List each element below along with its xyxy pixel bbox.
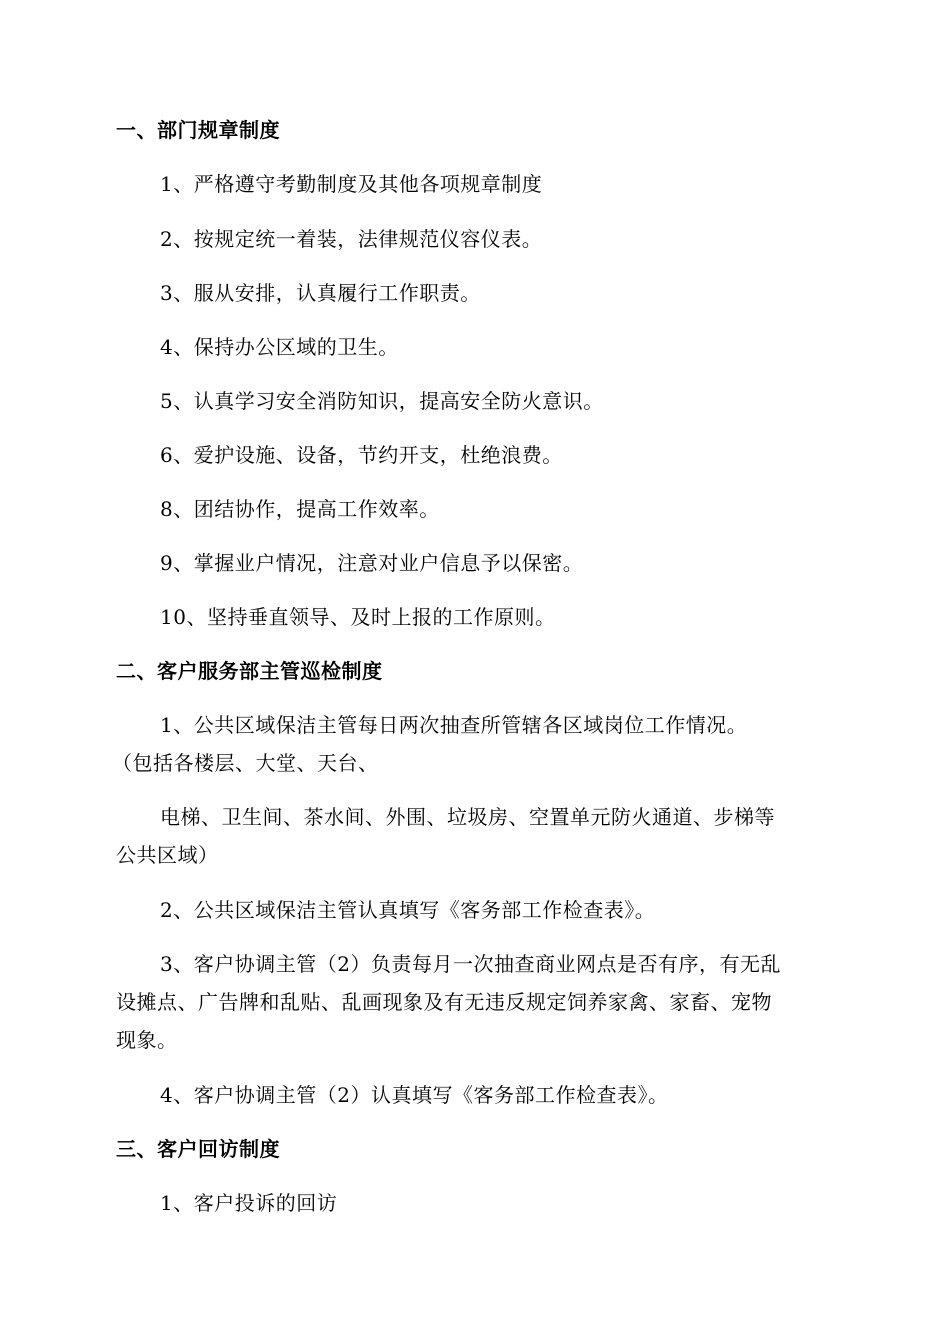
- list-item: 4、客户协调主管（2）认真填写《客务部工作检查表》。: [160, 1083, 669, 1107]
- list-item: 3、服从安排，认真履行工作职责。: [160, 281, 481, 305]
- list-item: 9、掌握业户情况，注意对业户信息予以保密。: [160, 551, 584, 575]
- list-item: 6、爱护设施、设备，节约开支，杜绝浪费。: [160, 443, 563, 467]
- list-item-continuation: 现象。: [116, 1028, 178, 1052]
- section-title: 三、客户回访制度: [116, 1137, 280, 1161]
- list-item: 4、保持办公区域的卫生。: [160, 335, 399, 359]
- list-item: 1、严格遵守考勤制度及其他各项规章制度: [160, 172, 543, 196]
- list-item: 1、客户投诉的回访: [160, 1191, 338, 1215]
- list-item: 2、公共区域保洁主管认真填写《客务部工作检查表》。: [160, 898, 656, 922]
- list-item: 8、团结协作，提高工作效率。: [160, 497, 440, 521]
- list-item: 1、公共区域保洁主管每日两次抽查所管辖各区域岗位工作情况。: [160, 713, 748, 737]
- section-title: 二、客户服务部主管巡检制度: [116, 659, 383, 683]
- list-item: 10、坚持垂直领导、及时上报的工作原则。: [160, 605, 556, 629]
- list-item: 5、认真学习安全消防知识，提高安全防火意识。: [160, 389, 604, 413]
- list-item: 2、按规定统一着装，法律规范仪容仪表。: [160, 227, 543, 251]
- list-item: 3、客户协调主管（2）负责每月一次抽查商业网点是否有序，有无乱: [160, 952, 781, 976]
- section-title: 一、部门规章制度: [116, 118, 280, 142]
- list-item-continuation: （包括各楼层、大堂、天台、: [112, 751, 379, 775]
- list-item-continuation: 设摊点、广告牌和乱贴、乱画现象及有无违反规定饲养家禽、家畜、宠物: [116, 990, 772, 1014]
- list-item-continuation: 电梯、卫生间、茶水间、外围、垃圾房、空置单元防火通道、步梯等: [160, 805, 775, 829]
- list-item-continuation: 公共区域）: [116, 843, 219, 867]
